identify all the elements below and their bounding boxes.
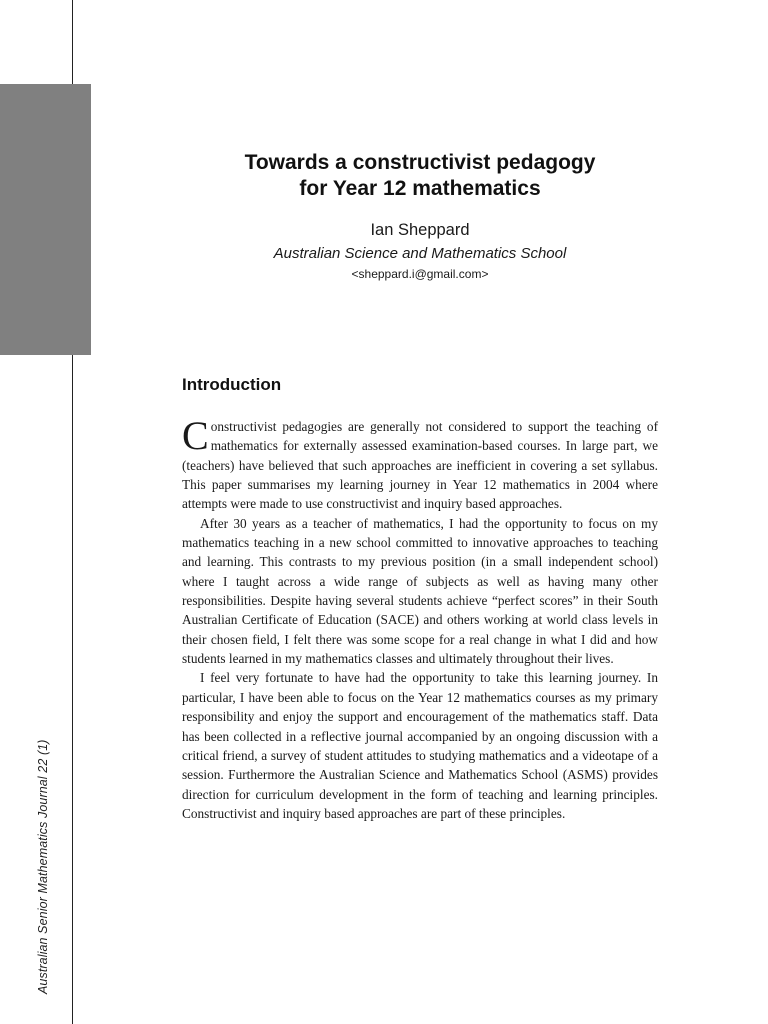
journal-running-footer: Australian Senior Mathematics Journal 22 (1) [36,739,50,994]
author-name: Ian Sheppard [370,221,470,239]
title-line-2: for Year 12 mathematics [299,177,541,200]
decorative-gray-block [0,84,91,355]
article-header [180,150,660,282]
author-email: <sheppard.i@gmail.com> [351,267,489,281]
drop-cap: C [182,413,209,458]
author-affiliation: Australian Science and Mathematics School [273,245,567,262]
paragraph-1-text: onstructivist pedagogies are generally not considered to support the teaching of mathematics for externally assessed examination-based courses. In large part, we (teachers) have believed that such approaches are inefficient in covering a set syllabus. This paper summarises my learning journey in Year 12 mathematics in 2004 where attempts were made to use constructivist and inquiry based approaches. [182,419,658,512]
article-body [182,413,658,823]
paragraph-3: I feel very fortunate to have had the opportunity to take this learning journey. In particular, I have been able to focus on the Year 12 mathematics courses as my primary responsibility and enjoy the support and encouragement of the mathematics staff. Data has been collected in a reflective journal accompanied by an ongoing discussion with a critical friend, a survey of student attitudes to studying mathematics and a videotape of a session. Furthermore the Australian Science and Mathematics School (ASMS) provides direction for curriculum development in the form of teaching and learning principles. Constructivist and inquiry based approaches are part of these principles. [182,670,658,821]
title-line-1: Towards a constructivist pedagogy [244,151,596,174]
section-heading: Introduction [182,375,282,394]
paragraph-2: After 30 years as a teacher of mathematics, I had the opportunity to focus on my mathematics teaching in a new school committed to innovative approaches to teaching and learning. This contrasts to my previous position (in a small independent school) where I taught across a wide range of subjects as well as having many other responsibilities. Despite having several students achieve “perfect scores” in their South Australian Certificate of Education (SACE) and others working at world class levels in their chosen field, I felt there was some scope for a real change in what I did and how students learned in my mathematics classes and ultimately throughout their lives. [182,515,658,667]
article-title [180,150,660,202]
paragraph-1 [182,413,658,514]
